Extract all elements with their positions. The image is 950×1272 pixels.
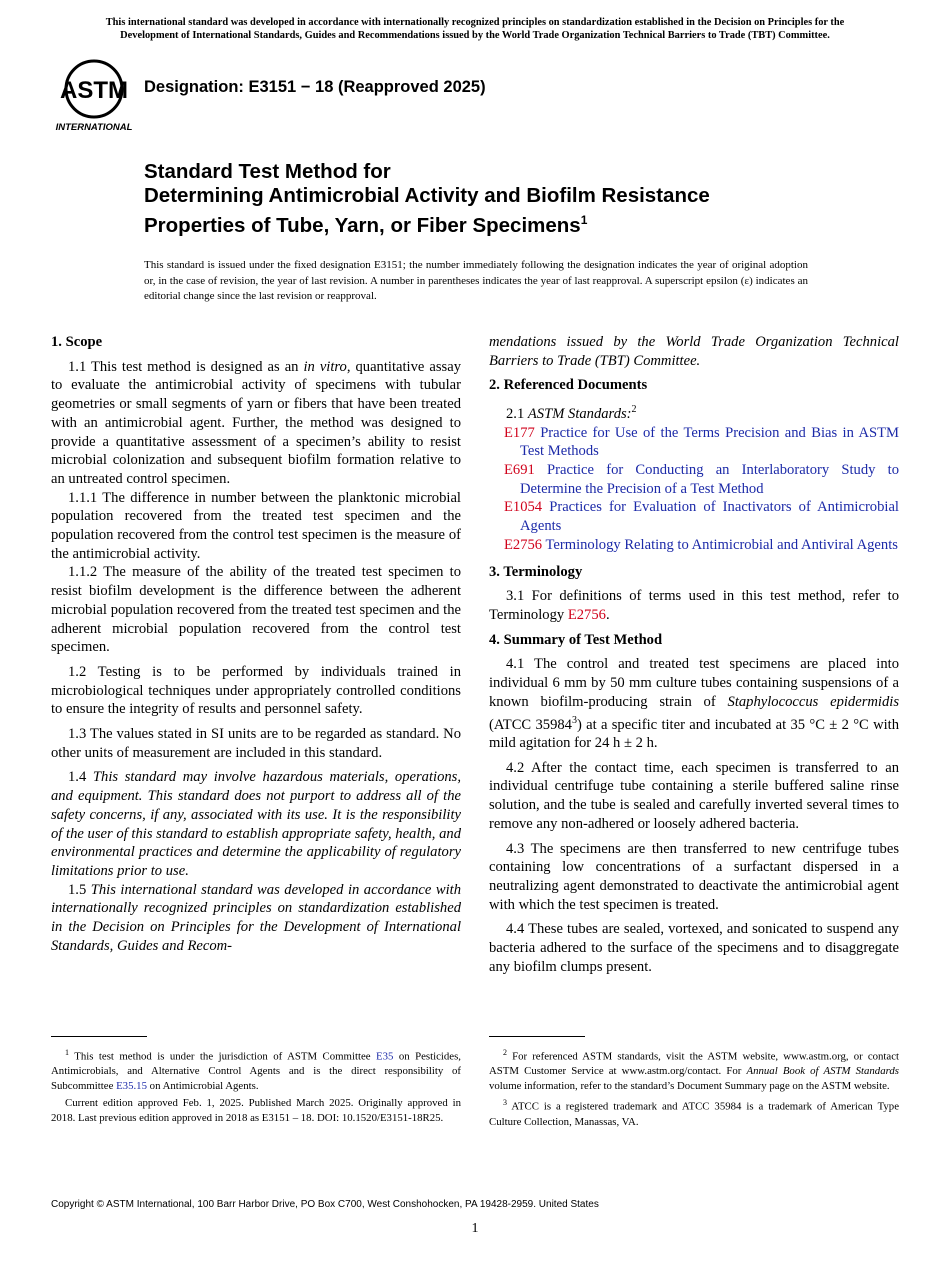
- section-heading-summary: 4. Summary of Test Method: [489, 631, 663, 648]
- para-2-1: 2.1 ASTM Standards:$^2$: [506, 404, 637, 422]
- designation: Designation: E3151 − 18 (Reapproved 2025): [144, 78, 486, 96]
- standard-title[interactable]: Practices for Evaluation of Inactivators of Antimicrobial Agents: [520, 499, 899, 535]
- terminology-link[interactable]: E2756: [567, 607, 606, 623]
- section-heading-terminology: 3. Terminology: [489, 563, 583, 580]
- logo-subtext: INTERNATIONAL: [55, 122, 133, 132]
- footnote-rule-left: [51, 1036, 147, 1037]
- section-heading-referenced: 2. Referenced Documents: [489, 377, 648, 394]
- logo-text: ASTM: [60, 77, 128, 104]
- para-1-5: 1.5 This international standard was developed in accordance with internationally recognized principles on standardization established in the Decision on Principles for the Development of International Standards, Guides and Recom-: [51, 881, 462, 954]
- copyright: Copyright © ASTM International, 100 Barr Harbor Drive, PO Box C700, West Conshohocken, PA 19428-2959. United States: [51, 1199, 599, 1210]
- right-column: [489, 333, 899, 983]
- standard-title[interactable]: Terminology Relating to Antimicrobial and Antiviral Agents: [545, 536, 898, 553]
- section-heading-scope: 1. Scope: [51, 334, 103, 350]
- preamble: This standard is issued under the fixed designation E3151; the number immediately following the designation indicates the year of original adoption or, in the case of revision, the year of last revision. A number in parentheses indicates the year of last reapproval. A superscript epsilon (ε) indicates an editorial change since the last revision or reapproval.: [144, 259, 808, 302]
- footnote-2: $^2$ For referenced ASTM standards, visit the ASTM website, www.astm.org, or contact ASTM Customer Service at www.astm.org/contact. For Annual Book of ASTM Standards volume information, refer to the standard’s Document Summary page on the ASTM website.: [489, 1048, 899, 1092]
- standard-code[interactable]: E1054: [504, 499, 543, 516]
- para-4-2: 4.2 After the contact time, each specimen is transferred to an individual centrifuge tube containing a sterile buffered saline rinse solution, and the tube is sealed and carefully inverted several times to remove any non-adhered or loosely adhered bacteria.: [489, 759, 899, 832]
- footnote-3: $^3$ ATCC is a registered trademark and ATCC 35984 is a trademark of American Type Culture Collection, Manassas, VA.: [489, 1098, 899, 1128]
- committee-link[interactable]: E35: [375, 1050, 394, 1063]
- footnote-rule-right: [489, 1036, 585, 1037]
- standard-code[interactable]: E2756: [504, 536, 543, 553]
- standard-title[interactable]: Practice for Use of the Terms Precision and Bias in ASTM Test Methods: [520, 424, 899, 460]
- left-column: [51, 333, 461, 962]
- footnotes-left: [51, 1046, 461, 1129]
- referenced-standards-list: [489, 424, 899, 555]
- standard-code[interactable]: E177: [504, 424, 535, 441]
- title-line-2: Determining Antimicrobial Activity and Biofilm Resistance: [144, 184, 710, 207]
- page-number: 1: [471, 1221, 479, 1236]
- para-1-3: 1.3 The values stated in SI units are to be regarded as standard. No other units of measurement are included in this standard.: [51, 726, 461, 761]
- astm-logo: [52, 58, 136, 132]
- standards-notice: [40, 16, 910, 42]
- para-1-2: 1.2 Testing is to be performed by individuals trained in microbiological techniques under appropriately controlled conditions to ensure the integrity of results and personnel safety.: [51, 663, 461, 718]
- footnotes-right: [489, 1046, 899, 1132]
- para-4-1: 4.1 The control and treated test specimens are placed into individual 6 mm by 50 mm culture tubes containing suspensions of a known biofilm-producing strain of Staphylococcus epidermidis (ATCC 35984$^3$) at a specific titer and incubated at 35 °C ± 2 °C with mild agitation for 24 h ± 2 h.: [489, 656, 900, 752]
- para-1-1-1: 1.1.1 The difference in number between the planktonic microbial population recovered from the treated test specimen and the population recovered from the control test specimen is the measure of the antimicrobial activity.: [51, 489, 461, 562]
- subcommittee-link[interactable]: E35.15: [116, 1079, 147, 1092]
- list-item[interactable]: [489, 498, 899, 535]
- list-item[interactable]: [489, 461, 899, 498]
- para-3-1: 3.1 For definitions of terms used in this test method, refer to Terminology E2756.: [489, 588, 899, 623]
- notice-line-2: Development of International Standards, Guides and Recommendations issued by the World Trade Organization Technical Barriers to Trade (TBT) Committee.: [120, 30, 830, 41]
- title-line-3: Properties of Tube, Yarn, or Fiber Specimens: [144, 213, 581, 237]
- para-1-1-2: 1.1.2 The measure of the ability of the treated test specimen to resist biofilm development is the difference between the adherent microbial population recovered from the treated test specimen and the adherent microbial population recovered from the control test specimen.: [51, 564, 461, 656]
- title-line-1: Standard Test Method for: [144, 160, 391, 183]
- standard-code[interactable]: E691: [504, 462, 535, 479]
- para-4-4: 4.4 These tubes are sealed, vortexed, and sonicated to suspend any bacteria adhered to the surface of the specimens and to disaggregate any biofilm clumps present.: [489, 921, 899, 975]
- document-title: [144, 160, 864, 238]
- para-1-5-continued: mendations issued by the World Trade Organization Technical Barriers to Trade (TBT) Committee.: [489, 334, 899, 369]
- list-item[interactable]: [489, 424, 899, 461]
- para-4-3: 4.3 The specimens are then transferred to new centrifuge tubes containing low concentrations of a surfactant dispersed in a neutralizing agent demonstrated to deactivate the antimicrobial agent with which the test specimen is treated.: [489, 840, 899, 913]
- footnote-1-edition: Current edition approved Feb. 1, 2025. Published March 2025. Originally approved in 2018. Last previous edition approved in 2018 as E3151 – 18. DOI: 10.1520/E3151-18R25.: [51, 1097, 461, 1124]
- notice-line-1: This international standard was developed in accordance with internationally recognized principles on standardization established in the Decision on Principles for the: [105, 17, 845, 28]
- para-1-4: 1.4 This standard may involve hazardous materials, operations, and equipment. This standard does not purport to address all of the safety concerns, if any, associated with its use. It is the responsibility of the user of this standard to establish appropriate safety, health, and environmental practices and determine the applicability of regulatory limitations prior to use.: [51, 769, 462, 879]
- list-item[interactable]: [489, 536, 899, 555]
- standard-title[interactable]: Practice for Conducting an Interlaboratory Study to Determine the Precision of a Test Method: [520, 462, 899, 497]
- title-footnote-mark: 1: [580, 213, 588, 227]
- para-1-1: 1.1 This test method is designed as an in vitro, quantitative assay to evaluate the antimicrobial activity of specimens with tubular geometries or small segments of yarn or fibers that have been treated with an antimicrobial agent. Further, the method was designed to provide a quantitative assessment of a specimen’s ability to resist microbial colonization and subsequent biofilm formation relative to an untreated control specimen.: [51, 358, 461, 487]
- footnote-1: $^1$ This test method is under the jurisdiction of ASTM Committee E35 on Pesticides, Antimicrobials, and Alternative Control Agents and is the direct responsibility of Subcommittee E35.15 on Antimicrobial Agents.: [51, 1048, 461, 1092]
